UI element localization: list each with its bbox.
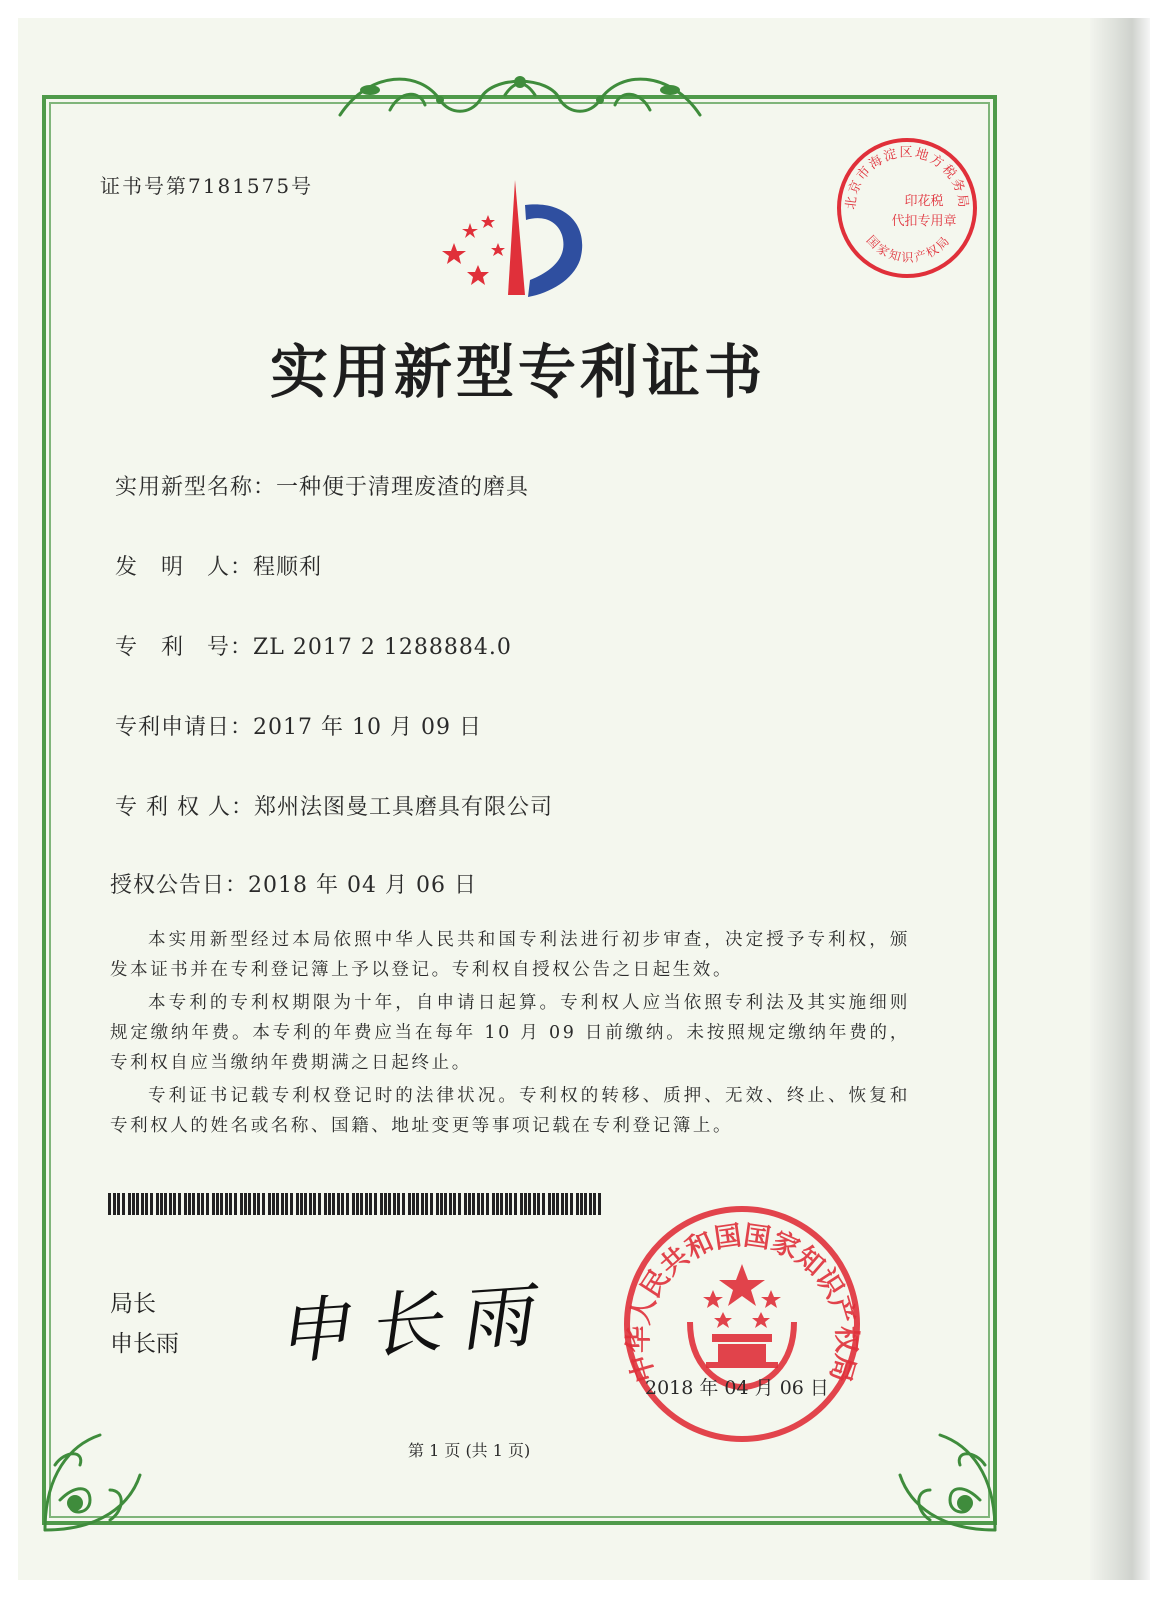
top-ornament	[330, 60, 710, 130]
official-seal-text: 中华人民共和国国家知识产权局	[623, 1220, 862, 1386]
paragraph-1: 本实用新型经过本局依照中华人民共和国专利法进行初步审查，决定授予专利权，颁发本证书并在专利登记簿上予以登记。专利权自授权公告之日起生效。	[110, 930, 910, 980]
corner-ornament-bottom-left	[30, 1405, 170, 1545]
handwritten-signature: 申长雨	[276, 1271, 562, 1375]
corner-ornament-bottom-right	[870, 1405, 1010, 1545]
field-application-date-value: 2017 年 10 月 09 日	[253, 715, 482, 740]
page-indicator: 第 1 页 (共 1 页)	[408, 1441, 531, 1460]
director-name: 申长雨	[110, 1331, 179, 1357]
field-application-date	[115, 710, 482, 741]
field-application-date-label: 专利申请日：	[115, 715, 254, 740]
field-grant-date	[110, 868, 477, 899]
paragraph-2: 本专利的专利权期限为十年，自申请日起算。专利权人应当依照专利法及其实施细则规定缴纳年费。本专利的年费应当在每年 10 月 09 日前缴纳。未按照规定缴纳年费的，专利权自应当缴纳年费期满之日起终止。	[110, 993, 910, 1073]
svg-text:国家知识产权局	[864, 233, 954, 265]
field-inventor-value: 程顺利	[253, 555, 323, 580]
barcode	[108, 1193, 608, 1215]
field-patentee-value: 郑州法图曼工具磨具有限公司	[253, 795, 553, 820]
certificate-title: 实用新型专利证书	[270, 338, 767, 406]
field-name-label: 实用新型名称：	[115, 475, 277, 500]
field-patent-number-label: 专 利 号：	[115, 635, 254, 660]
tax-stamp	[832, 133, 982, 283]
field-grant-date-label: 授权公告日：	[110, 873, 249, 898]
paragraph-3: 专利证书记载专利权登记时的法律状况。专利权的转移、质押、无效、终止、恢复和专利权人的姓名或名称、国籍、地址变更等事项记载在专利登记簿上。	[110, 1086, 910, 1136]
official-seal	[620, 1202, 865, 1447]
field-inventor-label: 发 明 人：	[115, 555, 254, 580]
field-patent-number-value: ZL 2017 2 1288884.0	[253, 635, 512, 660]
certificate-number: 证书号第7181575号	[100, 174, 314, 198]
field-patent-number	[115, 630, 512, 661]
tax-stamp-outer-text: 北京市海淀区地方税务局	[843, 145, 971, 211]
page-edge-shadow	[1090, 18, 1150, 1580]
field-name	[115, 470, 529, 501]
field-name-value: 一种便于清理废渣的磨具	[276, 475, 530, 500]
tax-stamp-inner-2: 代扣专用章	[891, 214, 957, 229]
field-grant-date-value: 2018 年 04 月 06 日	[248, 873, 477, 898]
tax-stamp-bottom-text: 国家知识产权局	[863, 232, 954, 265]
field-patentee	[115, 790, 553, 821]
field-inventor	[115, 550, 322, 581]
field-patentee-label: 专 利 权 人：	[115, 795, 254, 820]
director-title: 局长	[110, 1291, 156, 1317]
cnipa-logo	[430, 175, 610, 305]
tax-stamp-inner-1: 印花税	[904, 194, 944, 209]
seal-date: 2018 年 04 月 06 日	[645, 1377, 829, 1399]
